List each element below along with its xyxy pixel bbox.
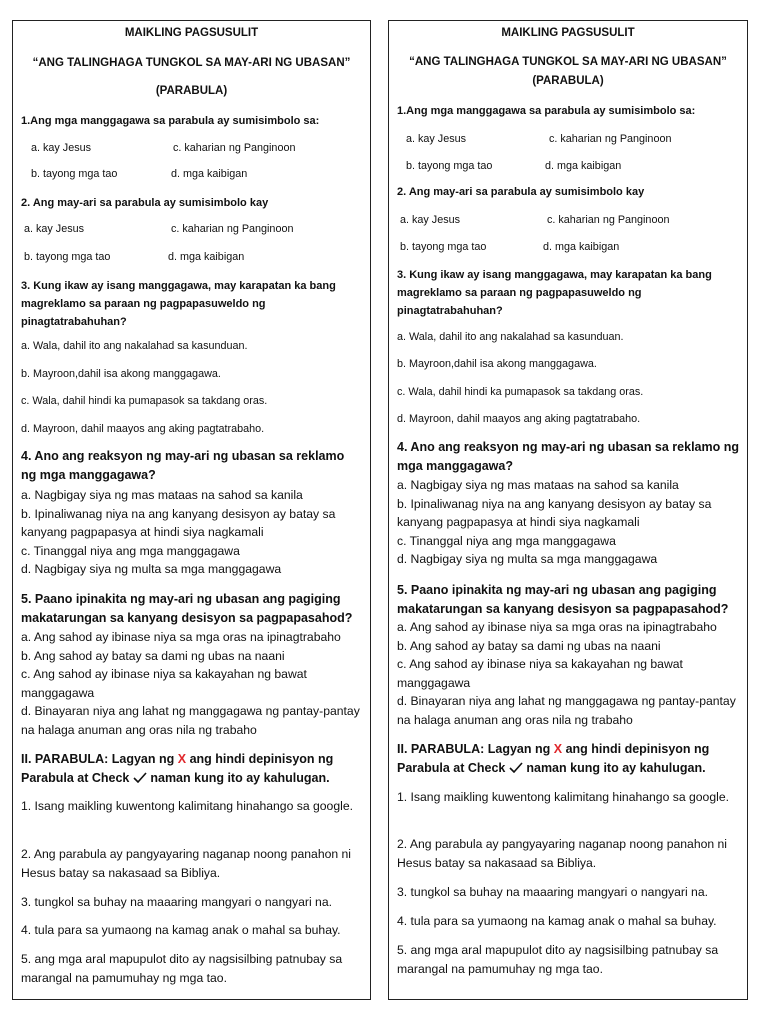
q1-option-c: c. kaharian ng Panginoon <box>549 133 672 145</box>
part2-item-2: 2. Ang parabula ay pangyayaring naganap noong panahon ni Hesus batay sa nakasaad sa Bibliya. <box>397 837 728 870</box>
part2-instruction <box>389 740 747 778</box>
subtitle: “ANG TALINGHAGA TUNGKOL SA MAY-ARI NG UBASAN” <box>32 57 351 69</box>
part2-tail: naman kung ito ay kahulugan. <box>526 761 706 775</box>
quiz-sheet-right <box>388 20 748 1000</box>
part2-mid: ang hindi depinisyon ng Parabula at Check <box>397 742 710 775</box>
q1-option-a: a. kay Jesus <box>406 133 467 145</box>
q5-question: 5. Paano ipinakita ng may-ari ng ubasan ang pagiging makatarungan sa kanyang desisyon sa pagpapasahod? <box>21 592 353 625</box>
q1-option-c: c. kaharian ng Panginoon <box>173 142 296 154</box>
part2-item-1: 1. Isang maikling kuwentong kalimitang hinahango sa google. <box>21 799 353 813</box>
q2-question: 2. Ang may-ari sa parabula ay sumisimbolo kay <box>397 186 645 198</box>
title: MAIKLING PAGSUSULIT <box>124 27 259 39</box>
q4-option-c: c. Tinanggal niya ang mga manggagawa <box>397 533 616 548</box>
q5-option-d: d. Binayaran niya ang lahat ng manggagawa ng pantay-pantay na halaga anuman ang oras nila ng trabaho <box>397 694 736 727</box>
quiz-sheet-left <box>12 20 371 1000</box>
q3-option-b: b. Mayroon,dahil isa akong manggagawa. <box>21 368 221 380</box>
q2-option-b: b. tayong mga tao <box>400 241 487 253</box>
q3-option-c: c. Wala, dahil hindi ka pumapasok sa takdang oras. <box>397 386 644 398</box>
q2-question: 2. Ang may-ari sa parabula ay sumisimbolo kay <box>21 197 269 209</box>
q5-option-c: c. Ang sahod ay ibinase niya sa kakayahan ng bawat manggagawa <box>21 667 307 700</box>
part2-item-3: 3. tungkol sa buhay na maaaring mangyari o nangyari na. <box>397 885 708 899</box>
q1-option-d: d. mga kaibigan <box>545 160 622 172</box>
q5-option-d: d. Binayaran niya ang lahat ng manggagawa ng pantay-pantay na halaga anuman ang oras nila ng trabaho <box>21 704 360 737</box>
q1-option-d: d. mga kaibigan <box>171 168 248 180</box>
q1-option-b: b. tayong mga tao <box>31 168 118 180</box>
q4-options <box>13 486 370 579</box>
q3-option-c: c. Wala, dahil hindi ka pumapasok sa takdang oras. <box>21 395 268 407</box>
part2-instruction <box>13 750 370 788</box>
q5-option-a: a. Ang sahod ay ibinase niya sa mga oras na ipinagtrabaho <box>397 620 717 634</box>
part2-item-5: 5. ang mga aral mapupulot dito ay nagsisilbing patnubay sa marangal na pamumuhay ng mga tao. <box>397 943 719 976</box>
part2-item-2: 2. Ang parabula ay pangyayaring naganap noong panahon ni Hesus batay sa nakasaad sa Bibliya. <box>21 847 352 880</box>
q4-options <box>389 476 747 569</box>
q1-option-b: b. tayong mga tao <box>406 160 493 172</box>
q4-question: 4. Ano ang reaksyon ng may-ari ng ubasan sa reklamo ng mga manggagawa? <box>21 449 345 482</box>
part2-item-4: 4. tula para sa yumaong na kamag anak o mahal sa buhay. <box>21 923 341 937</box>
subtitle: “ANG TALINGHAGA TUNGKOL SA MAY-ARI NG UBASAN” <box>409 56 727 68</box>
q2-option-b: b. tayong mga tao <box>24 251 111 263</box>
q1-question: 1.Ang mga manggagawa sa parabula ay sumisimbolo sa: <box>21 115 320 127</box>
q4-option-b: b. Ipinaliwanag niya na ang kanyang desisyon ay batay sa kanyang pagpapasya at hindi siya nagkamali <box>21 506 336 539</box>
q3-question: 3. Kung ikaw ay isang manggagawa, may karapatan ka bang magreklamo sa paraan ng pagpapasuweldo ng pinagtatrabahuhan? <box>21 280 336 328</box>
x-mark: X <box>177 752 187 766</box>
part2-tail: naman kung ito ay kahulugan. <box>150 771 330 785</box>
x-mark: X <box>553 742 563 756</box>
q3-question: 3. Kung ikaw ay isang manggagawa, may karapatan ka bang magreklamo sa paraan ng pagpapasuweldo ng pinagtatrabahuhan? <box>397 269 712 317</box>
q5-option-c: c. Ang sahod ay ibinase niya sa kakayahan ng bawat manggagawa <box>397 657 683 690</box>
q4-option-a: a. Nagbigay siya ng mas mataas na sahod sa kanila <box>397 478 679 492</box>
part2-item-4: 4. tula para sa yumaong na kamag anak o mahal sa buhay. <box>397 914 717 928</box>
q5-options <box>13 628 370 739</box>
q2-option-d: d. mga kaibigan <box>543 241 620 253</box>
q2-option-c: c. kaharian ng Panginoon <box>547 214 670 226</box>
parabula-label: (PARABULA) <box>155 85 228 97</box>
q3-option-d: d. Mayroon, dahil maayos ang aking pagtatrabaho. <box>397 413 641 425</box>
q1-option-a: a. kay Jesus <box>31 142 92 154</box>
part2-item-3: 3. tungkol sa buhay na maaaring mangyari o nangyari na. <box>21 895 332 909</box>
q5-option-a: a. Ang sahod ay ibinase niya sa mga oras na ipinagtrabaho <box>21 630 341 644</box>
q3-option-a: a. Wala, dahil ito ang nakalahad sa kasunduan. <box>397 331 624 343</box>
check-mark-icon <box>133 772 147 783</box>
q3-option-d: d. Mayroon, dahil maayos ang aking pagtatrabaho. <box>21 423 265 435</box>
q4-option-c: c. Tinanggal niya ang mga manggagawa <box>21 543 240 558</box>
q4-option-d: d. Nagbigay siya ng multa sa mga manggagawa <box>397 552 658 566</box>
q5-options <box>389 618 747 729</box>
q1-question: 1.Ang mga manggagawa sa parabula ay sumisimbolo sa: <box>397 105 696 117</box>
q2-option-d: d. mga kaibigan <box>168 251 245 263</box>
check-mark-icon <box>509 762 523 773</box>
q2-option-c: c. kaharian ng Panginoon <box>171 223 294 235</box>
q4-question: 4. Ano ang reaksyon ng may-ari ng ubasan sa reklamo ng mga manggagawa? <box>397 440 739 473</box>
q4-option-b: b. Ipinaliwanag niya na ang kanyang desisyon ay batay sa kanyang pagpapasya at hindi siya nagkamali <box>397 496 712 529</box>
q5-question: 5. Paano ipinakita ng may-ari ng ubasan ang pagiging makatarungan sa kanyang desisyon sa pagpapasahod? <box>397 583 729 616</box>
part2-mid: ang hindi depinisyon ng Parabula at Check <box>21 752 334 785</box>
part2-item-1: 1. Isang maikling kuwentong kalimitang hinahango sa google. <box>397 790 729 804</box>
q5-option-b: b. Ang sahod ay batay sa dami ng ubas na naani <box>21 648 285 663</box>
q2-option-a: a. kay Jesus <box>24 223 85 235</box>
q3-option-a: a. Wala, dahil ito ang nakalahad sa kasunduan. <box>21 340 248 352</box>
q5-option-b: b. Ang sahod ay batay sa dami ng ubas na naani <box>397 638 661 653</box>
q3-option-b: b. Mayroon,dahil isa akong manggagawa. <box>397 358 597 370</box>
part2-lead: II. PARABULA: Lagyan ng <box>21 752 175 766</box>
part2-item-5: 5. ang mga aral mapupulot dito ay nagsisilbing patnubay sa marangal na pamumuhay ng mga tao. <box>21 952 343 985</box>
q2-option-a: a. kay Jesus <box>400 214 461 226</box>
parabula-label: (PARABULA) <box>532 75 604 87</box>
q4-option-d: d. Nagbigay siya ng multa sa mga manggagawa <box>21 562 282 576</box>
title: MAIKLING PAGSUSULIT <box>501 27 635 39</box>
part2-lead: II. PARABULA: Lagyan ng <box>397 742 551 756</box>
q4-option-a: a. Nagbigay siya ng mas mataas na sahod sa kanila <box>21 488 303 502</box>
